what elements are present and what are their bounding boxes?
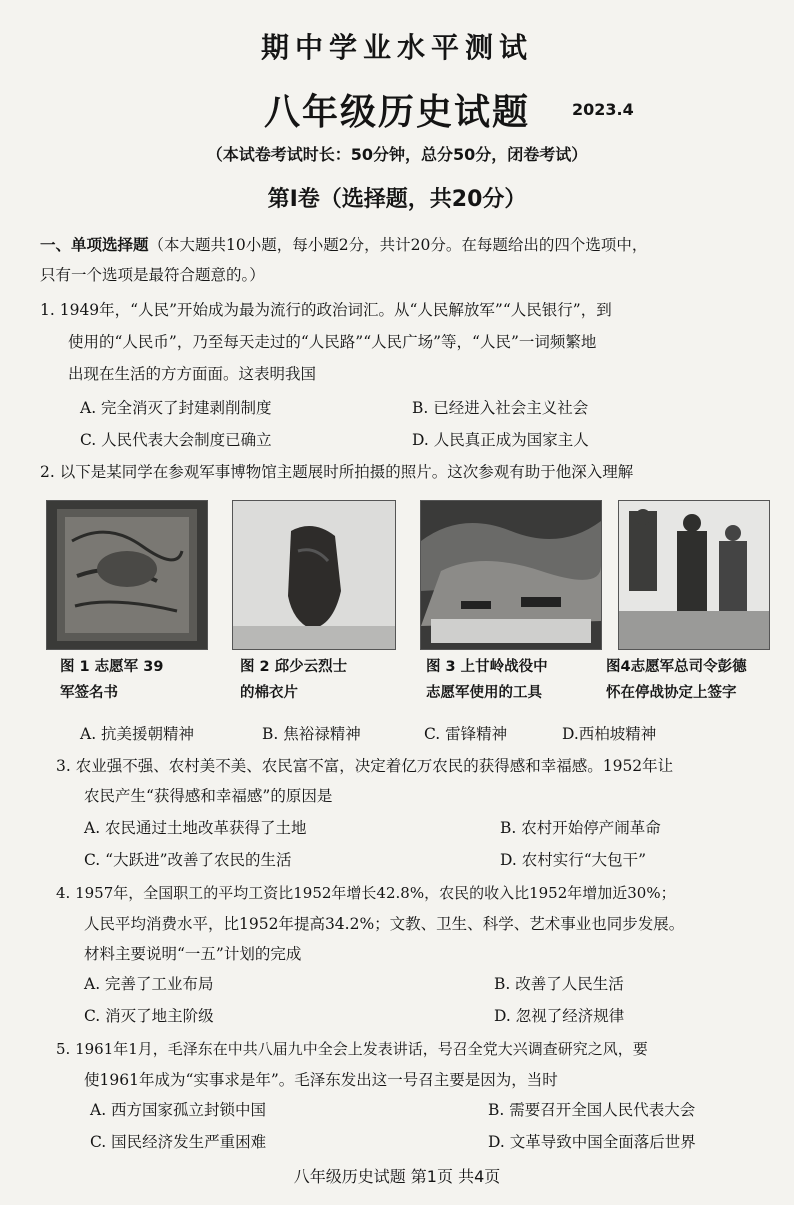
option-b[interactable]: B. 改善了人民生活 [494,975,624,993]
option-c[interactable]: C. 消灭了地主阶级 [84,1007,214,1025]
option-d[interactable]: D. 忽视了经济规律 [494,1007,625,1025]
page-footer: 八年级历史试题 第1页 共4页 [293,1167,501,1186]
question-text: 使1961年成为“实事求是年”。毛泽东发出这一号召主要是因为，当时 [84,1071,558,1089]
photo-cotton-coat [232,500,396,650]
exam-date: 2023.4 [572,100,634,119]
question-text: 人民平均消费水平，比1952年提高34.2%；文教、卫生、科学、艺术事业也同步发展。 [84,915,685,933]
question-text: 材料主要说明“一五”计划的完成 [84,945,302,963]
signature-book-image [47,501,207,649]
exam-info: （本试卷考试时长：50分钟，总分50分，闭卷考试） [206,145,588,164]
photo-caption-1: 图 1 志愿军 39 军签名书 [60,659,164,701]
subject-title: 八年级历史试题 [263,92,530,133]
option-b[interactable]: B. 需要召开全国人民代表大会 [488,1101,696,1119]
option-c[interactable]: C. 雷锋精神 [424,725,508,743]
option-a[interactable]: A. 西方国家孤立封锁中国 [90,1101,267,1119]
instruction-line: 只有一个选项是最符合题意的。） [40,266,265,284]
option-d[interactable]: D. 文革导致中国全面落后世界 [488,1133,696,1151]
option-c[interactable]: C. 国民经济发生严重困难 [90,1133,267,1151]
option-d[interactable]: D.西柏坡精神 [562,725,657,743]
option-c[interactable]: C. 人民代表大会制度已确立 [80,431,272,449]
question-text: 5. 1961年1月，毛泽东在中共八届九中全会上发表讲话，号召全党大兴调查研究之风，要 [56,1040,648,1058]
question-text: 农民产生“获得感和幸福感”的原因是 [84,787,333,805]
question-text: 4. 1957年，全国职工的平均工资比1952年增长42.8%，农民的收入比1952年增加近30%； [56,884,676,902]
photo-caption-3: 图 3 上甘岭战役中 志愿军使用的工具 [426,659,548,701]
instruction-line: （本大题共10小题，每小题2分，共计20分。在每题给出的四个选项中， [148,236,648,254]
option-c[interactable]: C. “大跃进”改善了农民的生活 [84,851,292,869]
question-text: 出现在生活的方方面面。这表明我国 [68,365,317,383]
question-text: 1. 1949年，“人民”开始成为最为流行的政治词汇。从“人民解放军”“人民银行”，到 [40,301,612,319]
question-text: 3. 农业强不强、农村美不美、农民富不富，决定着亿万农民的获得感和幸福感。1952年让 [56,757,674,775]
question-text: 2. 以下是某同学在参观军事博物馆主题展时所拍摄的照片。这次参观有助于他深入理解 [40,463,634,481]
option-a[interactable]: A. 完全消灭了封建剥削制度 [80,399,272,417]
exam-title: 期中学业水平测试 [260,31,533,64]
section-instructions [40,230,780,290]
option-d[interactable]: D. 人民真正成为国家主人 [412,431,589,449]
photo-armistice-signing [618,500,770,650]
option-a[interactable]: A. 农民通过土地改革获得了土地 [84,819,307,837]
armistice-signing-image [619,501,769,649]
option-b[interactable]: B. 农村开始停产闹革命 [500,819,661,837]
photo-shangganling-tools [420,500,602,650]
photo-caption-2: 图 2 邱少云烈士 的棉衣片 [240,659,348,701]
option-b[interactable]: B. 焦裕禄精神 [262,725,361,743]
option-b[interactable]: B. 已经进入社会主义社会 [412,399,589,417]
option-a[interactable]: A. 抗美援朝精神 [80,725,195,743]
option-d[interactable]: D. 农村实行“大包干” [500,851,647,869]
photo-caption-4: 图4志愿军总司令彭德 怀在停战协定上签字 [606,659,747,701]
section-heading: 一、单项选择题 [40,236,149,254]
part-title: 第Ⅰ卷（选择题，共20分） [267,187,527,212]
battle-tools-image [421,501,601,649]
cotton-coat-image [233,501,395,649]
photo-signature-book [46,500,208,650]
option-a[interactable]: A. 完善了工业布局 [84,975,214,993]
question-text: 使用的“人民币”，乃至每天走过的“人民路”“人民广场”等，“人民”一词频繁地 [68,333,597,351]
